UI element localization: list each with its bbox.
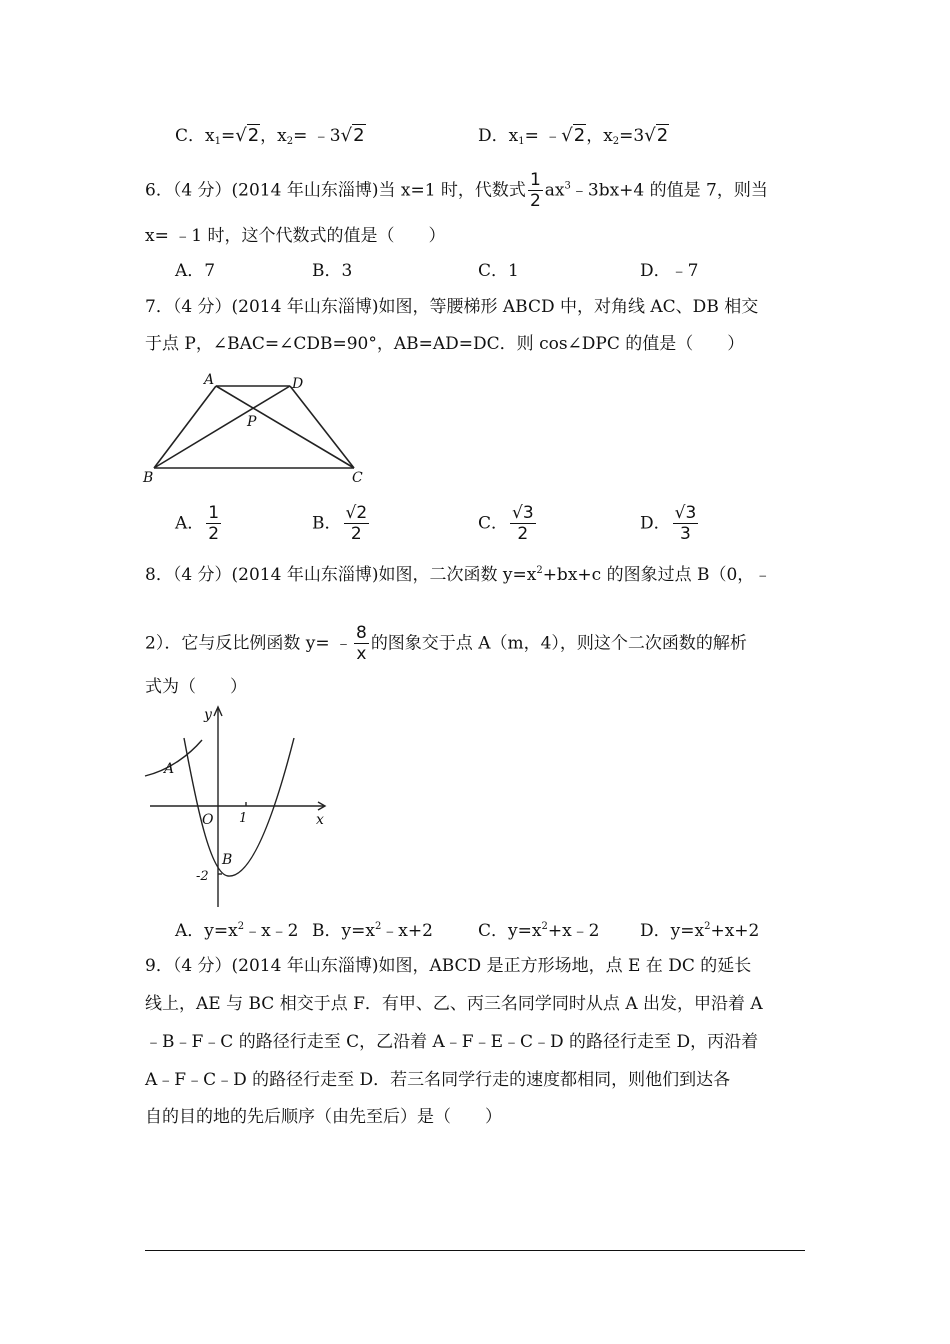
q5-option-c — [175, 125, 366, 147]
question-text: +bx+c 的图象过点 B（0，﹣ — [542, 565, 772, 585]
fraction-numerator: 8 — [355, 623, 367, 643]
fraction-denominator: 2 — [529, 191, 541, 211]
option-text: y=x — [341, 921, 375, 941]
option-text: = — [220, 126, 236, 146]
option-text: =3 — [619, 126, 645, 146]
q6-line1 — [145, 172, 768, 210]
fraction-numerator: 1 — [208, 503, 220, 523]
footer-rule — [145, 1250, 805, 1251]
option-label: D． — [640, 921, 671, 941]
q7-option-b — [312, 505, 371, 543]
diagonal-db — [154, 386, 290, 468]
fraction — [344, 505, 370, 543]
fraction-denominator: x — [356, 644, 367, 664]
question-text: 8．（4 分）(2014 年山东淄博)如图，二次函数 y=x — [145, 565, 537, 585]
label-o: O — [202, 812, 214, 828]
option-text: x — [205, 126, 215, 146]
fraction-numerator: √3 — [674, 503, 697, 523]
question-text: 的图象交于点 A（m，4），则这个二次函数的解析 — [370, 633, 747, 654]
option-text: y=x — [670, 921, 705, 941]
superscript: 3 — [564, 180, 571, 192]
subscript: 1 — [518, 136, 525, 147]
fraction-denominator: 2 — [517, 524, 529, 544]
superscript: 2 — [541, 921, 548, 932]
subscript: 1 — [214, 136, 221, 147]
option-text: y=x — [508, 921, 542, 941]
label-y: y — [204, 707, 212, 723]
q6-option-d: D．﹣7 — [640, 261, 699, 281]
q8-option-a — [175, 920, 299, 942]
q7-option-d — [640, 505, 700, 543]
label-d: D — [292, 376, 304, 392]
option-text: ﹣x+2 — [381, 921, 433, 941]
superscript: 2 — [536, 565, 543, 576]
label-a: A — [204, 372, 215, 388]
sqrt-symbol: √2 — [340, 125, 365, 146]
question-text: ﹣3bx+4 的值是 7，则当 — [570, 180, 768, 201]
label-p: P — [247, 414, 257, 430]
label-a: A — [164, 761, 175, 777]
option-text: ﹣x﹣2 — [244, 921, 299, 941]
q8-line2 — [145, 625, 747, 663]
q9-line1: 9．（4 分）(2014 年山东淄博)如图，ABCD 是正方形场地，点 E 在 DC 的延长 — [145, 956, 752, 976]
q8-option-b — [312, 920, 433, 942]
subscript: 2 — [286, 136, 294, 147]
question-text: 6．（4 分）(2014 年山东淄博)当 x=1 时，代数式 — [145, 180, 526, 201]
trapezoid-figure — [140, 368, 380, 488]
option-text: ，x — [260, 126, 287, 146]
option-label: A． — [175, 921, 205, 941]
q9-line3: ﹣B﹣F﹣C 的路径行走至 C，乙沿着 A﹣F﹣E﹣C﹣D 的路径行走至 D，丙沿着 — [145, 1032, 759, 1052]
q7-option-c — [478, 505, 538, 543]
fraction-denominator: 3 — [680, 524, 691, 544]
label-x: x — [316, 812, 324, 828]
label-b: B — [143, 470, 154, 486]
label-b: B — [222, 852, 233, 868]
function-graph-figure — [140, 702, 340, 910]
option-label: B． — [312, 921, 342, 941]
fraction-denominator: 2 — [208, 524, 220, 544]
option-label: C． — [175, 126, 206, 146]
sqrt-symbol: √2 — [644, 125, 669, 146]
segment-dc — [290, 386, 354, 468]
q9-line5: 自的目的地的先后顺序（由先至后）是（ ） — [145, 1107, 502, 1127]
fraction — [206, 505, 221, 543]
radicand: 2 — [573, 125, 586, 146]
superscript: 2 — [704, 921, 711, 932]
q6-option-c: C．1 — [478, 261, 519, 281]
q9-line2: 线上，AE 与 BC 相交于点 F．有甲、乙、丙三名同学同时从点 A 出发，甲沿着 A — [145, 994, 763, 1014]
option-label: A． — [175, 513, 205, 534]
option-text: y=x — [204, 921, 238, 941]
label-c: C — [352, 470, 363, 486]
label-1: 1 — [239, 811, 248, 826]
option-label: C． — [478, 513, 509, 534]
label-neg2: -2 — [196, 869, 209, 884]
sqrt-symbol: √2 — [561, 125, 586, 146]
q6-option-a: A．7 — [175, 261, 216, 281]
q9-line4: A﹣F﹣C﹣D 的路径行走至 D．若三名同学行走的速度都相同，则他们到达各 — [145, 1070, 731, 1090]
option-text: ，x — [586, 126, 613, 146]
superscript: 2 — [237, 921, 245, 932]
q8-line1 — [145, 564, 771, 586]
option-label: D． — [640, 513, 671, 534]
fraction — [673, 505, 699, 543]
option-label: C． — [478, 921, 509, 941]
q8-line3: 式为（ ） — [145, 677, 247, 697]
fraction-denominator: 2 — [350, 524, 362, 544]
parabola-curve — [184, 738, 294, 876]
fraction-numerator: √2 — [345, 503, 368, 523]
option-text: = ﹣ — [524, 126, 562, 146]
option-label: B． — [312, 513, 342, 534]
radicand: 2 — [247, 125, 260, 146]
fraction — [510, 505, 536, 543]
q5-option-d — [478, 125, 669, 147]
segment-ab — [154, 386, 216, 468]
q8-option-c — [478, 920, 599, 942]
fraction-numerator: 1 — [529, 170, 541, 190]
question-text: 2）．它与反比例函数 y= ﹣ — [145, 633, 352, 654]
q6-option-b: B．3 — [312, 261, 353, 281]
option-text: x — [508, 126, 519, 146]
question-text: ax — [544, 180, 565, 201]
radicand: 2 — [656, 125, 669, 146]
sqrt-symbol: √2 — [235, 125, 260, 146]
q7-line1: 7．（4 分）(2014 年山东淄博)如图，等腰梯形 ABCD 中，对角线 AC、DB 相交 — [145, 297, 759, 317]
fraction-numerator: √3 — [512, 503, 534, 523]
radicand: 2 — [353, 125, 365, 146]
option-text: +x﹣2 — [547, 921, 600, 941]
option-text: = ﹣3 — [293, 126, 341, 146]
diagonal-ac — [216, 386, 354, 468]
option-label: D． — [478, 126, 509, 146]
q6-line2: x= ﹣1 时，这个代数式的值是（ ） — [145, 226, 446, 246]
subscript: 2 — [612, 136, 620, 147]
option-text: +x+2 — [710, 921, 760, 941]
fraction — [528, 172, 543, 210]
q8-option-d — [640, 920, 759, 942]
superscript: 2 — [374, 921, 382, 932]
q7-line2: 于点 P，∠BAC=∠CDB=90°，AB=AD=DC．则 cos∠DPC 的值是（ ） — [145, 334, 745, 354]
fraction — [354, 625, 369, 663]
q7-option-a — [175, 505, 223, 543]
